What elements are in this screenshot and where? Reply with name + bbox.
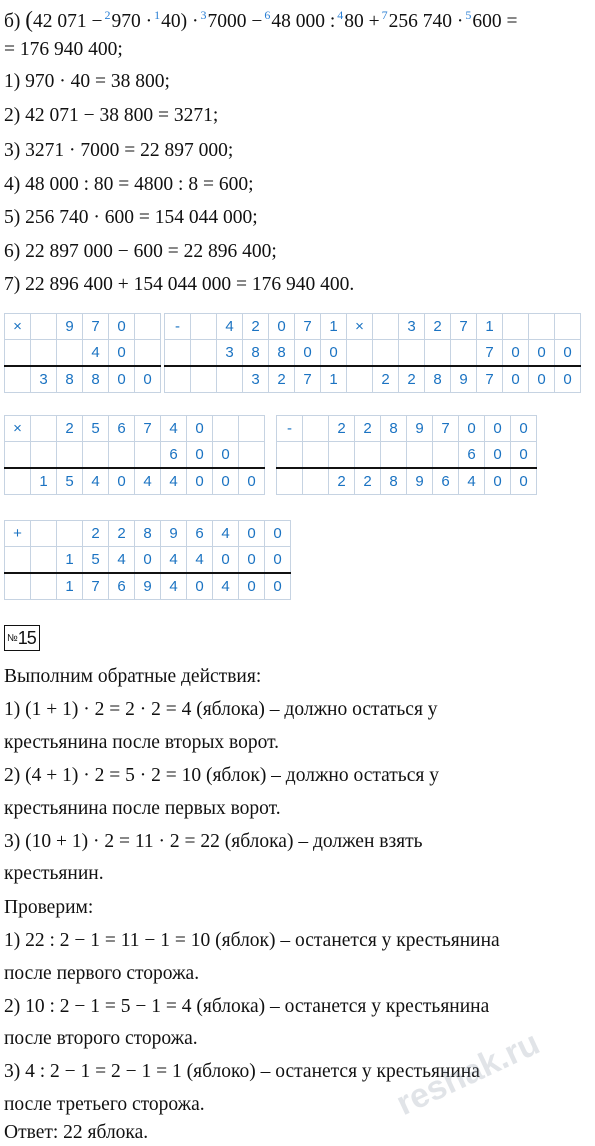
digit-cell: 7 <box>433 416 459 442</box>
digit-cell: 4 <box>161 573 187 600</box>
digit-cell <box>217 366 243 393</box>
expr-part-3: 40) <box>161 11 188 32</box>
digit-cell: 2 <box>57 416 83 442</box>
digit-cell: 3 <box>243 366 269 393</box>
digit-cell: 1 <box>57 547 83 574</box>
digit-cell <box>381 442 407 469</box>
problem-line: после первого сторожа. <box>4 963 200 984</box>
digit-cell: 9 <box>161 521 187 547</box>
expression-prefix: б) <box>4 11 21 32</box>
grid-cell <box>5 442 31 469</box>
digit-cell <box>303 416 329 442</box>
digit-cell: 0 <box>135 366 161 393</box>
digit-cell: 0 <box>485 468 511 495</box>
digit-cell: 4 <box>83 468 109 495</box>
operation-sign: × <box>347 314 373 340</box>
digit-cell: 0 <box>529 340 555 367</box>
digit-cell: 0 <box>503 340 529 367</box>
digit-cell: 4 <box>109 547 135 574</box>
op-order-5: 5 <box>465 8 472 22</box>
digit-cell: 0 <box>459 416 485 442</box>
digit-cell: 0 <box>239 573 265 600</box>
grid-row <box>277 416 537 442</box>
digit-cell: 0 <box>485 416 511 442</box>
digit-cell: 0 <box>187 573 213 600</box>
digit-cell: 0 <box>511 468 537 495</box>
problem-line: после третьего сторожа. <box>4 1094 205 1115</box>
grid-row <box>165 366 347 393</box>
grid-cell <box>5 366 31 393</box>
problem-line: Выполним обратные действия: <box>4 666 262 687</box>
expr-part-1: 42 071 − <box>32 11 103 32</box>
grid-row <box>277 468 537 495</box>
grid-cell <box>5 468 31 495</box>
grid-cell <box>165 340 191 367</box>
step-line: 2) 42 071 − 38 800 = 3271; <box>4 105 219 126</box>
grid-row <box>347 314 581 340</box>
digit-cell: 4 <box>459 468 485 495</box>
step-line: 3) 3271 · 7000 = 22 897 000; <box>4 140 234 161</box>
expr-part-2: 970 · <box>111 11 153 32</box>
digit-cell: 0 <box>187 416 213 442</box>
op-order-7: 7 <box>381 8 388 22</box>
problem-line: крестьянина после первых ворот. <box>4 798 281 819</box>
grid-cell <box>277 468 303 495</box>
digit-cell <box>135 442 161 469</box>
problem-line: Проверим: <box>4 897 94 918</box>
digit-cell: 2 <box>355 468 381 495</box>
digit-cell: 0 <box>213 468 239 495</box>
digit-cell: 6 <box>109 573 135 600</box>
grid-cell <box>347 366 373 393</box>
digit-cell: 8 <box>269 340 295 367</box>
digit-cell <box>239 416 265 442</box>
grid-row <box>277 442 537 469</box>
operation-sign: - <box>165 314 191 340</box>
digit-cell: 0 <box>187 442 213 469</box>
digit-cell: 6 <box>161 442 187 469</box>
step-line: 5) 256 740 · 600 = 154 044 000; <box>4 207 258 228</box>
digit-cell <box>451 340 477 367</box>
digit-cell: 4 <box>135 468 161 495</box>
column-addition-final <box>4 520 291 600</box>
digit-cell: 4 <box>187 547 213 574</box>
digit-cell <box>31 573 57 600</box>
grid-row <box>5 366 161 393</box>
digit-cell: 1 <box>31 468 57 495</box>
digit-cell: 0 <box>187 468 213 495</box>
problem-line: 2) 10 : 2 − 1 = 5 − 1 = 4 (яблока) – останется у крестьянина <box>4 996 490 1017</box>
digit-cell: 1 <box>477 314 503 340</box>
operation-sign: + <box>5 521 31 547</box>
grid-row <box>5 442 265 469</box>
digit-cell <box>303 468 329 495</box>
op-order-2: 2 <box>104 8 111 22</box>
digit-cell: 0 <box>239 547 265 574</box>
digit-cell: 7 <box>83 314 109 340</box>
grid-row <box>5 340 161 367</box>
grid-row <box>5 468 265 495</box>
digit-cell: 0 <box>511 416 537 442</box>
digit-cell: 2 <box>109 521 135 547</box>
problem-line: крестьянин. <box>4 863 104 884</box>
problem-number-badge <box>4 625 40 651</box>
expression-line <box>4 8 518 35</box>
digit-cell <box>57 442 83 469</box>
digit-cell: 5 <box>57 468 83 495</box>
digit-cell: 8 <box>135 521 161 547</box>
digit-cell: 4 <box>213 521 239 547</box>
grid-row <box>5 314 161 340</box>
grid-cell <box>5 340 31 367</box>
digit-cell: 8 <box>381 416 407 442</box>
problem-line: после второго сторожа. <box>4 1028 198 1049</box>
expr-part-7: 80 + <box>344 11 380 32</box>
digit-cell <box>529 314 555 340</box>
expr-part-5: 7000 − <box>207 11 263 32</box>
column-subtraction-42071-38800 <box>164 313 347 393</box>
digit-cell <box>31 416 57 442</box>
grid-cell <box>5 573 31 600</box>
digit-cell: 2 <box>425 314 451 340</box>
digit-cell: 0 <box>555 340 581 367</box>
digit-cell: 1 <box>321 314 347 340</box>
digit-cell <box>31 314 57 340</box>
digit-cell <box>503 314 529 340</box>
digit-cell: 6 <box>433 468 459 495</box>
digit-cell: 0 <box>265 573 291 600</box>
column-multiplication-970x40 <box>4 313 161 393</box>
digit-cell: 7 <box>295 366 321 393</box>
digit-cell: 0 <box>109 340 135 367</box>
digit-cell <box>433 442 459 469</box>
problem-line: 1) 22 : 2 − 1 = 11 − 1 = 10 (яблок) – останется у крестьянина <box>4 930 500 951</box>
digit-cell: 6 <box>459 442 485 469</box>
op-order-4: 4 <box>337 8 344 22</box>
digit-cell: 2 <box>355 416 381 442</box>
digit-cell <box>31 442 57 469</box>
operation-sign: - <box>277 416 303 442</box>
expression-result: = 176 940 400; <box>4 39 123 60</box>
grid-cell <box>165 366 191 393</box>
watermark: reshak.ru <box>390 1023 546 1124</box>
digit-cell <box>355 442 381 469</box>
digit-cell: 0 <box>109 314 135 340</box>
digit-cell: 9 <box>407 416 433 442</box>
digit-cell: 0 <box>555 366 581 393</box>
problem-number: 15 <box>17 628 36 648</box>
op-order-6: 6 <box>264 8 271 22</box>
digit-cell <box>135 340 161 367</box>
digit-cell: 2 <box>243 314 269 340</box>
digit-cell: 7 <box>295 314 321 340</box>
open-paren: ( <box>25 7 33 32</box>
digit-cell: 8 <box>381 468 407 495</box>
digit-cell <box>303 442 329 469</box>
digit-cell: 3 <box>217 340 243 367</box>
digit-cell <box>191 340 217 367</box>
digit-cell <box>213 416 239 442</box>
digit-cell: 9 <box>451 366 477 393</box>
number-sign: № <box>7 633 18 644</box>
digit-cell: 0 <box>135 547 161 574</box>
digit-cell: 4 <box>213 573 239 600</box>
digit-cell: 1 <box>321 366 347 393</box>
digit-cell: 2 <box>83 521 109 547</box>
expr-part-9: 600 = <box>472 11 518 32</box>
grid-row <box>347 366 581 393</box>
digit-cell: 4 <box>161 468 187 495</box>
digit-cell: 7 <box>477 340 503 367</box>
op-order-1: 1 <box>154 8 161 22</box>
grid-cell <box>277 442 303 469</box>
grid-row <box>5 547 291 574</box>
digit-cell: 6 <box>187 521 213 547</box>
step-line: 7) 22 896 400 + 154 044 000 = 176 940 400. <box>4 274 355 295</box>
expr-part-4: · <box>191 11 199 32</box>
step-line: 1) 970 · 40 = 38 800; <box>4 71 170 92</box>
grid-row <box>5 416 265 442</box>
problem-line: 2) (4 + 1) · 2 = 5 · 2 = 10 (яблок) – должно остаться у <box>4 765 439 786</box>
digit-cell: 0 <box>265 521 291 547</box>
digit-cell: 7 <box>83 573 109 600</box>
digit-cell: 0 <box>269 314 295 340</box>
digit-cell: 8 <box>243 340 269 367</box>
digit-cell: 4 <box>217 314 243 340</box>
digit-cell <box>425 340 451 367</box>
digit-cell: 0 <box>321 340 347 367</box>
digit-cell: 7 <box>477 366 503 393</box>
digit-cell: 0 <box>529 366 555 393</box>
step-line: 4) 48 000 : 80 = 4800 : 8 = 600; <box>4 174 254 195</box>
digit-cell: 0 <box>213 442 239 469</box>
digit-cell: 7 <box>451 314 477 340</box>
digit-cell: 9 <box>57 314 83 340</box>
digit-cell: 2 <box>373 366 399 393</box>
answer-line: Ответ: 22 яблока. <box>4 1122 149 1143</box>
grid-row <box>5 573 291 600</box>
column-multiplication-256740x600 <box>4 415 265 495</box>
digit-cell <box>57 340 83 367</box>
problem-line: 3) 4 : 2 − 1 = 2 − 1 = 1 (яблоко) – останется у крестьянина <box>4 1061 480 1082</box>
grid-row <box>5 521 291 547</box>
step-line: 6) 22 897 000 − 600 = 22 896 400; <box>4 241 277 262</box>
grid-row <box>165 340 347 367</box>
digit-cell: 4 <box>83 340 109 367</box>
digit-cell: 0 <box>265 547 291 574</box>
problem-line: 1) (1 + 1) · 2 = 2 · 2 = 4 (яблока) – должно остаться у <box>4 699 438 720</box>
digit-cell <box>83 442 109 469</box>
column-multiplication-3271x7000 <box>346 313 581 393</box>
expr-part-8: 256 740 · <box>388 11 464 32</box>
digit-cell: 5 <box>83 547 109 574</box>
digit-cell: 9 <box>135 573 161 600</box>
digit-cell <box>31 521 57 547</box>
digit-cell: 0 <box>485 442 511 469</box>
digit-cell: 0 <box>295 340 321 367</box>
digit-cell: 5 <box>83 416 109 442</box>
digit-cell: 1 <box>57 573 83 600</box>
digit-cell <box>373 314 399 340</box>
operation-sign: × <box>5 416 31 442</box>
grid-cell <box>347 340 373 367</box>
digit-cell <box>109 442 135 469</box>
digit-cell <box>57 521 83 547</box>
grid-cell <box>5 547 31 574</box>
digit-cell: 2 <box>269 366 295 393</box>
digit-cell: 0 <box>109 468 135 495</box>
problem-line: 3) (10 + 1) · 2 = 11 · 2 = 22 (яблока) – должен взять <box>4 831 423 852</box>
digit-cell <box>31 340 57 367</box>
digit-cell: 0 <box>109 366 135 393</box>
digit-cell: 2 <box>329 416 355 442</box>
digit-cell: 4 <box>161 547 187 574</box>
digit-cell: 4 <box>161 416 187 442</box>
digit-cell <box>135 314 161 340</box>
problem-line: крестьянина после вторых ворот. <box>4 732 280 753</box>
digit-cell <box>191 366 217 393</box>
digit-cell: 3 <box>399 314 425 340</box>
digit-cell <box>407 442 433 469</box>
column-subtraction-22897000-600 <box>276 415 537 495</box>
operation-sign: × <box>5 314 31 340</box>
digit-cell: 0 <box>213 547 239 574</box>
digit-cell <box>31 547 57 574</box>
digit-cell: 8 <box>83 366 109 393</box>
digit-cell: 2 <box>399 366 425 393</box>
expr-part-6: 48 000 : <box>271 11 336 32</box>
digit-cell: 7 <box>135 416 161 442</box>
digit-cell <box>399 340 425 367</box>
digit-cell: 6 <box>109 416 135 442</box>
digit-cell <box>191 314 217 340</box>
grid-row <box>165 314 347 340</box>
digit-cell: 0 <box>239 468 265 495</box>
digit-cell <box>555 314 581 340</box>
op-order-3: 3 <box>200 8 207 22</box>
digit-cell: 8 <box>425 366 451 393</box>
digit-cell: 3 <box>31 366 57 393</box>
digit-cell <box>373 340 399 367</box>
digit-cell: 0 <box>239 521 265 547</box>
digit-cell <box>239 442 265 469</box>
digit-cell: 8 <box>57 366 83 393</box>
digit-cell: 2 <box>329 468 355 495</box>
digit-cell: 0 <box>511 442 537 469</box>
digit-cell <box>329 442 355 469</box>
digit-cell: 9 <box>407 468 433 495</box>
digit-cell: 0 <box>503 366 529 393</box>
grid-row <box>347 340 581 367</box>
